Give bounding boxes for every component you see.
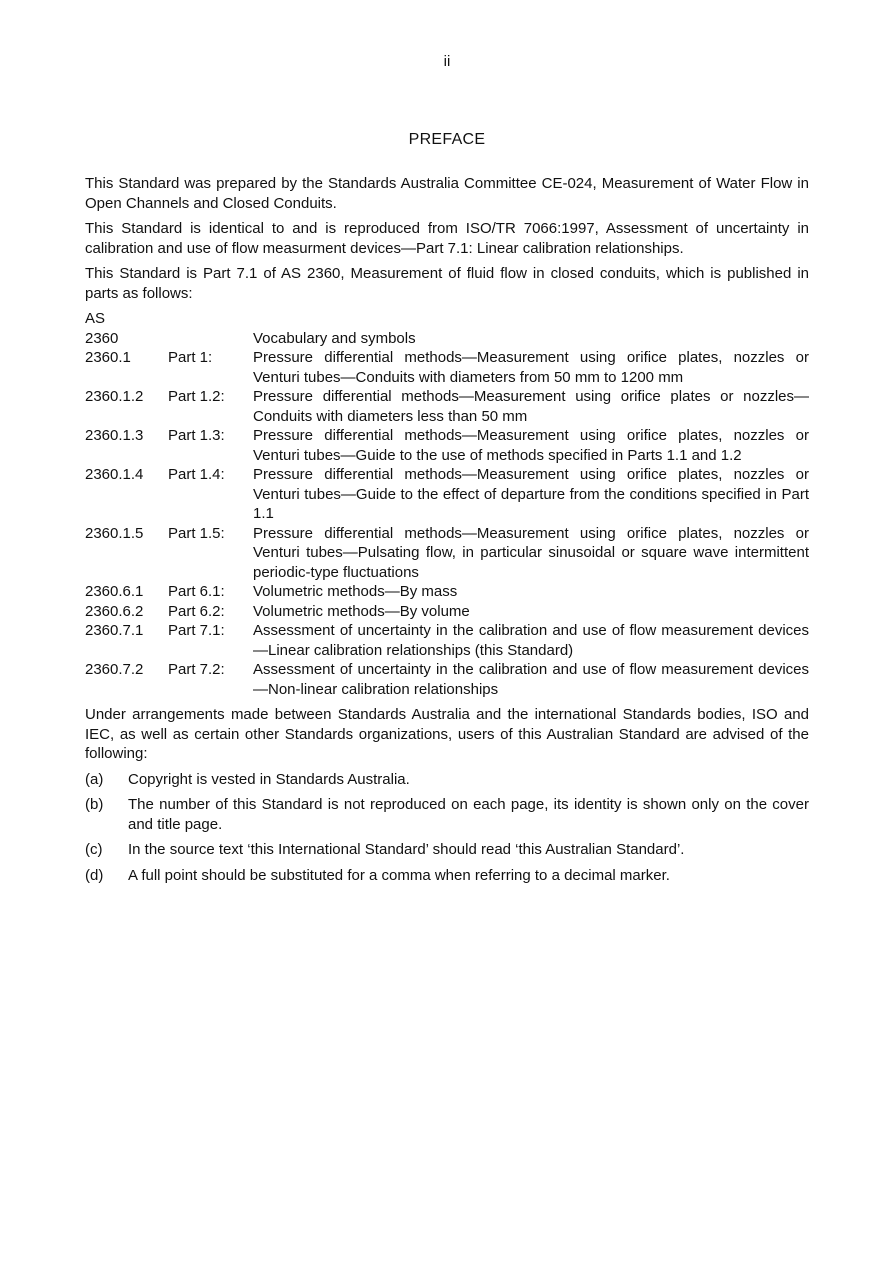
part-title: Pressure differential methods—Measurement using orifice plates or nozzles—Conduits with diameters less than 50 mm [253,388,809,425]
note-text: In the source text ‘this International Standard’ should read ‘this Australian Standard’. [128,841,685,858]
advisory-note [85,770,809,790]
part-standard-number: 2360 [85,329,119,347]
parts-list-row [85,426,809,465]
advisory-note [85,840,809,860]
part-standard-number: 2360.6.1 [85,583,144,600]
part-title: Pressure differential methods—Measurement using orifice plates, nozzles or Venturi tubes—Guide to the use of methods specified in Parts 1.1 and 1.2 [253,427,809,464]
parts-list-row [85,621,809,660]
part-title: Vocabulary and symbols [253,329,416,347]
parts-list-prefix: AS [85,310,106,327]
part-standard-number: 2360.1.3 [85,427,144,444]
part-label: Part 6.1: [168,583,225,600]
advisory-notes-list [85,770,809,886]
page-number: ii [443,53,451,70]
parts-list-row [85,348,809,387]
note-label: (d) [85,866,104,884]
parts-list-row [85,329,809,349]
parts-list-row [85,602,809,622]
parts-intro-paragraph: This Standard is Part 7.1 of AS 2360, Measurement of fluid flow in closed conduits, which is published in parts as follows: [85,265,809,302]
part-standard-number: 2360.1.2 [85,388,144,405]
part-label: Part 1: [168,349,213,366]
part-title: Pressure differential methods—Measurement using orifice plates, nozzles or Venturi tubes—Pulsating flow, in particular sinusoidal or square wave intermittent periodic-type fluctuations [253,524,809,581]
part-standard-number: 2360.7.2 [85,661,144,678]
committee-paragraph: This Standard was prepared by the Standards Australia Committee CE-024, Measurement of Water Flow in Open Channels and Closed Conduits. [85,175,809,212]
parts-list-row [85,524,809,583]
part-standard-number: 2360.1.5 [85,524,144,542]
advisory-note [85,866,809,886]
advisory-note [85,795,809,834]
parts-list [85,309,809,699]
part-title: Pressure differential methods—Measurement using orifice plates, nozzles or Venturi tubes—Conduits with diameters from 50 mm to 1200 mm [253,349,809,386]
part-standard-number: 2360.1 [85,349,131,366]
note-text: The number of this Standard is not reproduced on each page, its identity is shown only on the cover and title page. [128,796,809,833]
note-text: Copyright is vested in Standards Australia. [128,770,410,788]
part-label: Part 6.2: [168,602,225,620]
part-label: Part 1.3: [168,427,225,444]
part-label: Part 1.5: [168,524,225,542]
part-label: Part 1.2: [168,388,225,405]
identical-standard-paragraph: This Standard is identical to and is reproduced from ISO/TR 7066:1997, Assessment of uncertainty in calibration and use of flow measurment devices—Part 7.1: Linear calibration relationships. [85,220,809,257]
part-title: Volumetric methods—By mass [253,583,458,600]
part-label: Part 1.4: [168,466,225,483]
preface-body [85,174,809,891]
note-label: (a) [85,770,104,788]
parts-list-row [85,387,809,426]
note-text: A full point should be substituted for a comma when referring to a decimal marker. [128,866,670,884]
part-label: Part 7.1: [168,622,225,639]
part-standard-number: 2360.1.4 [85,466,144,483]
arrangements-paragraph: Under arrangements made between Standards Australia and the international Standards bodies, ISO and IEC, as well as certain other Standards organizations, users of this Australian Standard are advised of the following: [85,706,809,762]
page-heading: PREFACE [408,131,486,148]
document-page [85,0,809,1263]
parts-list-row [85,660,809,699]
part-label [168,329,253,349]
part-title: Volumetric methods—By volume [253,602,470,620]
part-title: Pressure differential methods—Measurement using orifice plates, nozzles or Venturi tubes—Guide to the effect of departure from the conditions specified in Part 1.1 [253,466,809,522]
part-title: Assessment of uncertainty in the calibration and use of flow measurement devices—Non-linear calibration relationships [253,661,809,698]
part-standard-number: 2360.7.1 [85,622,144,639]
parts-list-row [85,465,809,524]
part-label: Part 7.2: [168,661,225,678]
part-title: Assessment of uncertainty in the calibration and use of flow measurement devices—Linear calibration relationships (this Standard) [253,622,809,659]
note-label: (c) [85,841,103,858]
parts-list-row [85,582,809,602]
note-label: (b) [85,796,104,813]
part-standard-number: 2360.6.2 [85,602,144,620]
